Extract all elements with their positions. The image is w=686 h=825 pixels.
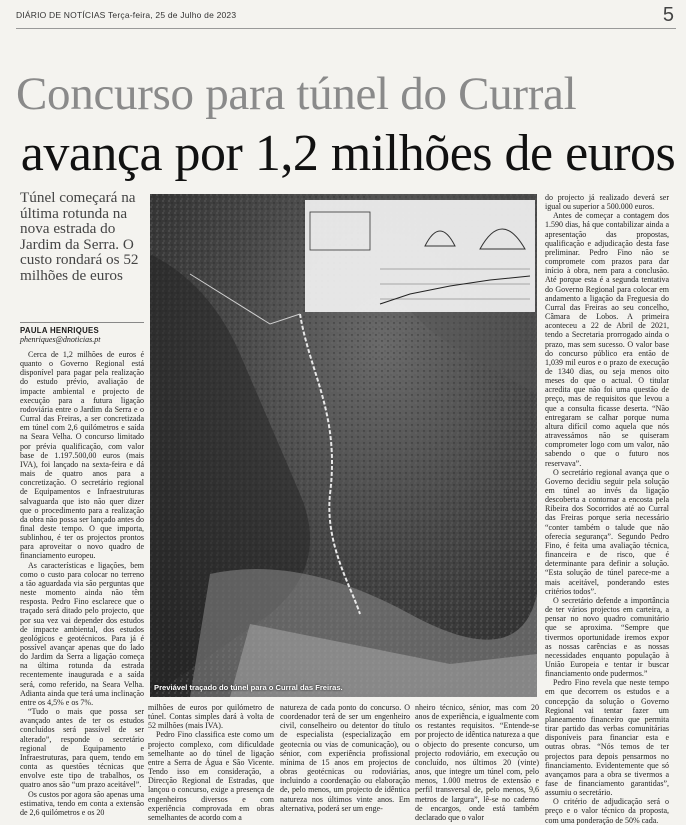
- author-name: PAULA HENRIQUES: [20, 326, 100, 335]
- headline-line1: Concurso para túnel do Curral: [16, 68, 577, 120]
- paragraph: do projecto já realizado deverá ser igual ou superior a 500.000 euros.: [545, 193, 669, 212]
- page-header: [16, 6, 676, 29]
- paragraph: nheiro técnico, sénior, mas com 20 anos de experiência, e igualmente com os restantes requisitos. “Entende-se por projecto de idêntica natureza a que o objecto do presente concurso, um projecto rodoviário, em execução ou concluído, nos últimos 20 (vinte) anos, que integre um túnel com, pelo menos, 1.000 metros de extensão e perfil transversal de, pelo menos, 9,6 metros de largura”, lê-se no caderno de encargos, onde está também declarado que o valor: [415, 703, 539, 822]
- paragraph: Os custos por agora são apenas uma estimativa, tendo em conta a extensão de 2,6 quilómetros e os 20: [20, 789, 144, 817]
- aerial-photo: [150, 194, 537, 697]
- article-column-4: [415, 703, 539, 822]
- author-email: phenriques@dnoticias.pt: [20, 335, 101, 344]
- paragraph: O secretário defende a importância de ter vários projectos em carteira, a pensar no novo quadro comunitário que se aproxima. “Sempre que tivermos oportunidade iremos expor as nossas carências e as nossas necessidades enquanto população à União Europeia e tentar ir buscar financiamento onde pudermos.”: [545, 595, 669, 679]
- paragraph: Cerca de 1,2 milhões de euros é quanto o Governo Regional está disponível para pagar pela realização do estudo prévio, avaliação de impacte ambiental e projecto de execução para a futura ligação rodoviária entre o Jardim da Serra e o Curral das Freiras, a ser concretizada em túnel com 2,6 quilómetros e saída na Seara Velha. O concurso limitado por prévia qualificação, com valor base de 1.197.500,00 euros (mais IVA), foi lançado na sexta-feira e dá mais de quatro anos para a concretização. O secretário regional de Equipamentos e Infraestruturas salvaguarda que isto não quer dizer que o procedimento para a realização da obra não possa ser lançado antes do final deste tempo. O que importa, sublinhou, é ter os projectos prontos para aproveitar o novo quadro de financiamento europeu.: [20, 350, 144, 561]
- byline: [20, 322, 144, 344]
- lead-text: Túnel começará na última rotunda na nova estrada do Jardim da Serra. O custo rondará os 52 milhões de euros: [20, 189, 139, 284]
- paragraph: O critério de adjudicação será o preço e o valor técnico da proposta, com uma ponderação de 50% cada.: [545, 797, 669, 825]
- photo-caption: Previável traçado do túnel para o Curral das Freiras.: [154, 683, 343, 692]
- paragraph: As características e ligações, bem como o custo para colocar no terreno a tão aguardada via são perguntas que neste momento ainda não têm resposta. Pedro Fino esclarece que o traçado será ditado pelo projecto, que por sua vez vai depender dos estudos de impacte ambiental, dos estudos geológicos e geotécnicos. Para já é possível avançar apenas que do lado do Jardim da Serra a ligação começa na última rotunda da estrada recentemente inaugurada e a saída será, como referido, na Seara Velha. Adianta ainda que terá uma inclinação entre os 4,5% e os 7%.: [20, 560, 144, 707]
- paragraph: “Tudo o mais que possa ser avançado antes de ter os estudos concluídos será passível de ser alterado”, responde o secretário regional de Equipamento e Infraestruturas, para quem, tendo em conta as questões técnicas que envolve este tipo de trabalhos, os quatro anos são “um prazo aceitável”.: [20, 707, 144, 790]
- paragraph: O secretário regional avança que o Governo decidiu seguir pela solução em túnel ao invés da ligação descoberta a contornar a encosta pela Ribeira dos Socorridos até ao Curral das Freiras porque seria necessário “conter também o talude que não oferecia segurança”. Segundo Pedro Fino, é feita uma avaliação técnica, financeira e de risco, que é determinante para definir a solução. “Esta solução de túnel parece-me a mais aceitável, ponderando estes critérios todos”.: [545, 467, 669, 596]
- article-column-1: [20, 350, 144, 817]
- article-column-3: [280, 703, 410, 813]
- paragraph: natureza de cada ponto do concurso. O coordenador terá de ser um engenheiro civil, conselheiro ou detentor do título de especialista (especialização em geotecnia ou vias de comunicação), ou sénior, com experiência profissional mínima de 15 anos em projectos de obras geotécnicas ou rodoviárias, incluindo a coordenação ou elaboração de, pelo menos, um projecto de idêntica natureza nos últimos vinte anos. Em alternativa, poderá ser um enge-: [280, 703, 410, 813]
- article-column-5: [545, 193, 669, 825]
- paragraph: milhões de euros por quilómetro de túnel. Contas simples dará à volta de 52 milhões (mais IVA).: [148, 703, 274, 731]
- paragraph: Pedro Fino revela que neste tempo em que decorrem os estudos e a concepção da solução o Governo Regional vai tentar fazer um planeamento financeiro que permita tirar partido das verbas comunitárias disponíveis para financiar esta e outras obras. “Nós temos de ter projectos para depois pensarmos no financiamento. Evidentemente que só avançamos para a obra se tivermos a fase de financiamento garantidas”, assumiu o secretário.: [545, 678, 669, 798]
- headline-line2: avança por 1,2 milhões de euros: [20, 125, 676, 182]
- publication-line: DIÁRIO DE NOTÍCIAS Terça-feira, 25 de Julho de 2023: [16, 10, 237, 20]
- page-number: 5: [662, 4, 674, 26]
- paragraph: Antes de começar a contagem dos 1.590 dias, há que contabilizar ainda a apresentação das propostas, qualificação e adjudicação desta fase preliminar. Pedro Fino não se compromete com prazos para dar início à obra, nem para a conclusão. Até porque esta é a segunda tentativa do Governo Regional para colocar em andamento a ligação da Freguesia do Curral das Freiras ao seu concelho, Câmara de Lobos. A primeira aconteceu a 22 de Abril de 2021, tendo a Secretaria prorrogado ainda o prazo, mas sem sucesso. O valor base do concurso público era então de 1,039 mil euros e o prazo de execução de 1340 dias, ou seja menos oito meses do que o actual. O titular acredita que não foi uma questão de preço, mas de requisitos que levou a que a consulta ficasse deserta. “Não entregaram se calhar porque numa altura difícil como aquela que nós atravessámos não se quiseram comprometer logo com um valor, não sabendo o que o futuro nos reservava”.: [545, 211, 669, 468]
- article-column-2: [148, 703, 274, 822]
- paragraph: Pedro Fino classifica este como um projecto complexo, com dificuldade semelhante ao do túnel de ligação entre a Serra de Água e São Vicente. Tendo isso em consideração, a Direcção Regional de Estradas, que lançou o concurso, exige a presença de engenheiros diversos e com experiência comprovada em obras semelhantes de acordo com a: [148, 730, 274, 822]
- terrain-illustration: [150, 194, 537, 697]
